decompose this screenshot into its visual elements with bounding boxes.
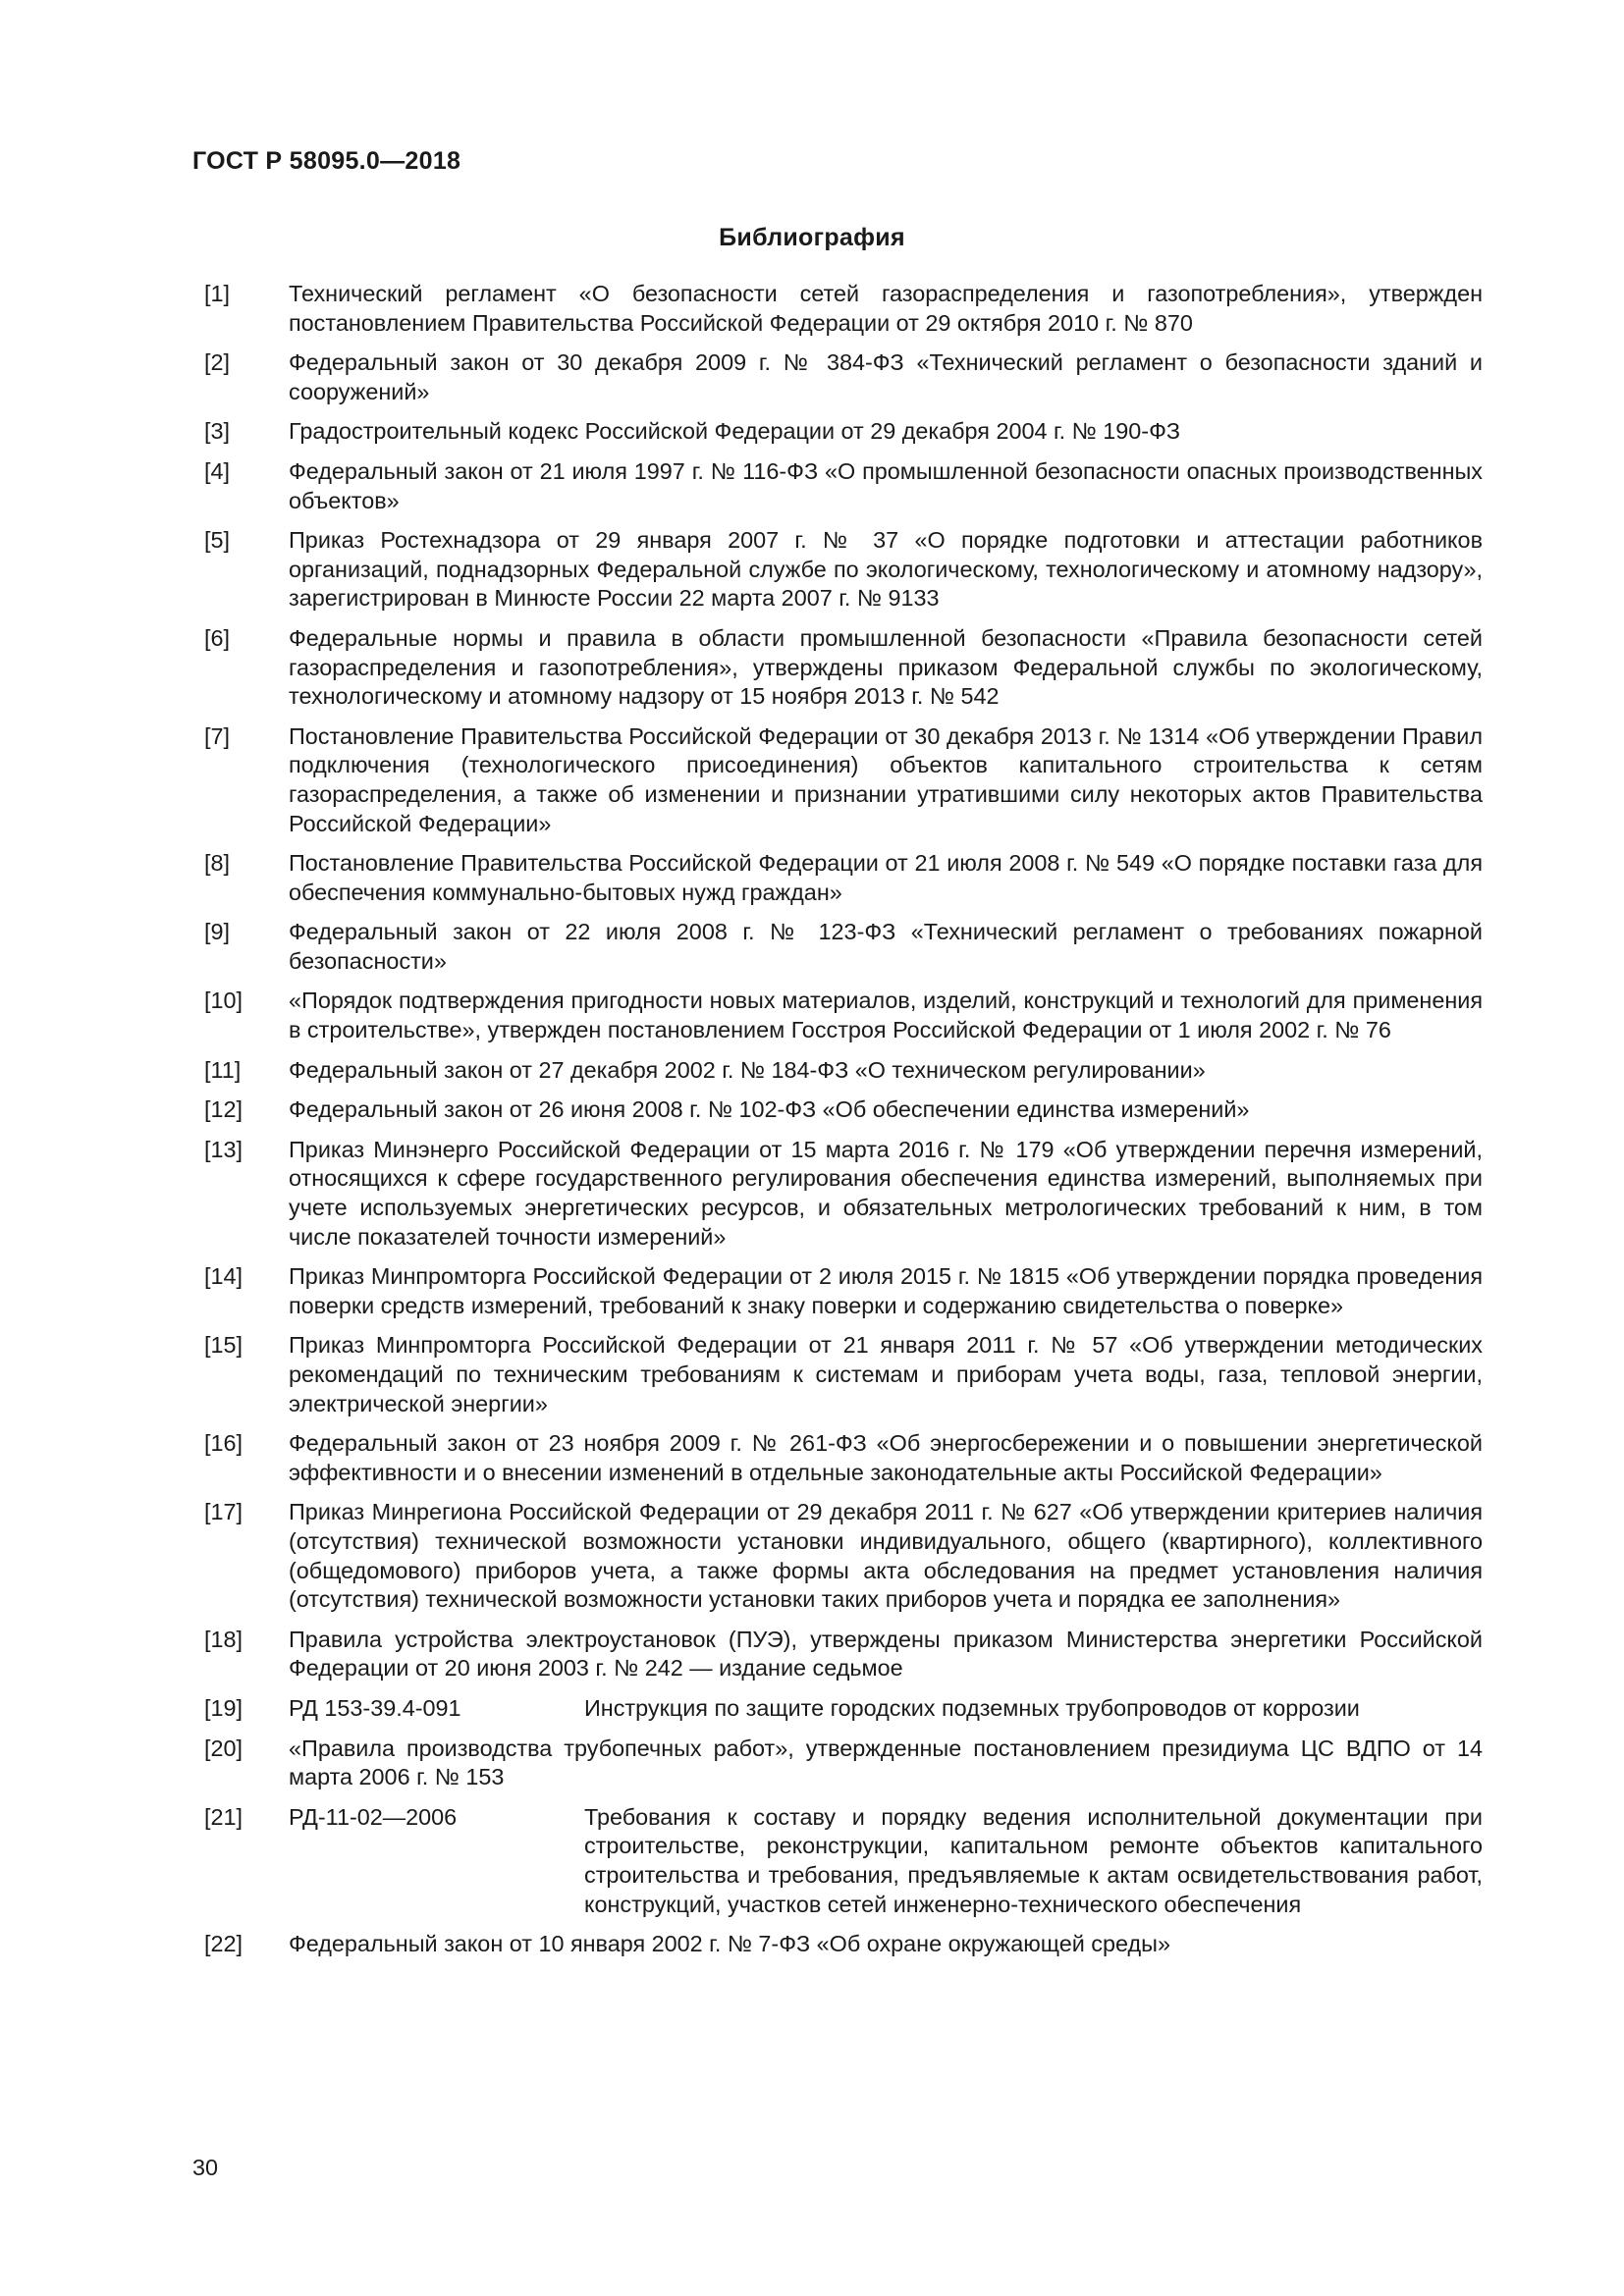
- bibliography-entry: [204, 1056, 1483, 1086]
- entry-number: [12]: [204, 1096, 244, 1123]
- entry-text: Приказ Минпромторга Российской Федерации от 21 января 2011 г. № 57 «Об утверждении методических рекомендаций по техническим требованиям к системам и приборам учета воды, газа, тепловой энергии, электрической энергии»: [289, 1332, 1483, 1416]
- document-code: ГОСТ Р 58095.0—2018: [192, 147, 461, 175]
- entry-text: Федеральный закон от 27 декабря 2002 г. № 184-ФЗ «О техническом регулировании»: [289, 1056, 1206, 1083]
- entry-text: Федеральный закон от 30 декабря 2009 г. № 384-ФЗ «Технический регламент о безопасности зданий и сооружений»: [289, 349, 1483, 404]
- bibliography-entry: [204, 1735, 1483, 1792]
- bibliography-list: [204, 280, 1483, 1970]
- entry-text: Градостроительный кодекс Российской Федерации от 29 декабря 2004 г. № 190-ФЗ: [289, 418, 1180, 445]
- entry-number: [14]: [204, 1263, 244, 1290]
- entry-text: Приказ Минпромторга Российской Федерации от 2 июля 2015 г. № 1815 «Об утверждении порядка проведения поверки средств измерений, требований к знаку поверки и содержанию свидетельства о поверке»: [289, 1263, 1483, 1318]
- entry-number: [15]: [204, 1332, 244, 1359]
- bibliography-entry: [204, 1803, 1483, 1919]
- entry-number: [19]: [204, 1694, 244, 1721]
- bibliography-entry: [204, 1262, 1483, 1320]
- entry-text: Инструкция по защите городских подземных трубопроводов от коррозии: [584, 1694, 1360, 1721]
- entry-text: Федеральный закон от 10 января 2002 г. № 7-ФЗ «Об охране окружающей среды»: [289, 1931, 1170, 1957]
- bibliography-entry: [204, 1498, 1483, 1614]
- bibliography-entry: [204, 457, 1483, 515]
- bibliography-entry: [204, 1429, 1483, 1487]
- entry-number: [20]: [204, 1735, 244, 1761]
- entry-number: [3]: [204, 418, 231, 445]
- entry-text: Постановление Правительства Российской Федерации от 30 декабря 2013 г. № 1314 «Об утверждении Правил подключения (технологического присоединения) объектов капитального строительства к сетям газораспределения, а также об изменении и признании утратившими силу некоторых актов Правительства Российской Федерации»: [289, 722, 1483, 836]
- entry-number: [9]: [204, 919, 231, 945]
- entry-number: [11]: [204, 1056, 242, 1083]
- entry-text: Постановление Правительства Российской Федерации от 21 июля 2008 г. № 549 «О порядке поставки газа для обеспечения коммунально-бытовых нужд граждан»: [289, 850, 1483, 905]
- bibliography-entry: [204, 1694, 1483, 1724]
- entry-number: [6]: [204, 624, 231, 651]
- entry-text: Требования к составу и порядку ведения исполнительной документации при строительстве, реконструкции, капитальном ремонте объектов капитального строительства и требования, предъявляемые к актам освидетельствования работ, конструкций, участков сетей инженерно-технического обеспечения: [584, 1803, 1483, 1917]
- bibliography-entry: [204, 1136, 1483, 1252]
- bibliography-entry: [204, 918, 1483, 976]
- bibliography-entry: [204, 526, 1483, 614]
- entry-text: Технический регламент «О безопасности сетей газораспределения и газопотребления», утвержден постановлением Правительства Российской Федерации от 29 октября 2010 г. № 870: [289, 281, 1483, 336]
- bibliography-entry: [204, 280, 1483, 338]
- bibliography-entry: [204, 722, 1483, 838]
- entry-text: Приказ Ростехнадзора от 29 января 2007 г. № 37 «О порядке подготовки и аттестации работников организаций, поднадзорных Федеральной службе по экологическому, технологическому и атомному надзору», зарегистрирован в Минюсте России 22 марта 2007 г. № 9133: [289, 527, 1483, 612]
- bibliography-entry: [204, 987, 1483, 1044]
- entry-number: [2]: [204, 349, 231, 376]
- bibliography-entry: [204, 417, 1483, 447]
- entry-text: Приказ Минэнерго Российской Федерации от 15 марта 2016 г. № 179 «Об утверждении перечня измерений, относящихся к сфере государственного регулирования обеспечения единства измерений, выполняемых при учете используемых энергетических ресурсов, и обязательных метрологических требований к ним, в том числе показателей точности измерений»: [289, 1136, 1483, 1250]
- entry-number: [13]: [204, 1136, 244, 1162]
- entry-number: [18]: [204, 1626, 244, 1652]
- entry-text: «Правила производства трубопечных работ», утвержденные постановлением президиума ЦС ВДПО от 14 марта 2006 г. № 153: [289, 1735, 1483, 1790]
- bibliography-entry: [204, 624, 1483, 712]
- bibliography-entry: [204, 1930, 1483, 1959]
- entry-number: [8]: [204, 850, 231, 877]
- entry-text: «Порядок подтверждения пригодности новых материалов, изделий, конструкций и технологий для применения в строительстве», утвержден постановлением Госстроя Российской Федерации от 1 июля 2002 г. № 76: [289, 988, 1483, 1043]
- entry-number: [21]: [204, 1803, 244, 1830]
- bibliography-entry: [204, 1095, 1483, 1125]
- entry-number: [5]: [204, 527, 231, 554]
- bibliography-entry: [204, 1626, 1483, 1683]
- bibliography-entry: [204, 348, 1483, 406]
- entry-number: [4]: [204, 457, 231, 484]
- entry-number: [17]: [204, 1499, 244, 1525]
- entry-text: Федеральный закон от 26 июня 2008 г. № 102-ФЗ «Об обеспечении единства измерений»: [289, 1096, 1250, 1123]
- entry-code: РД 153-39.4-091: [289, 1694, 461, 1721]
- entry-text: Приказ Минрегиона Российской Федерации от 29 декабря 2011 г. № 627 «Об утверждении критериев наличия (отсутствия) технической возможности установки индивидуального, общего (квартирного), коллективного (общедомового) приборов учета, а также формы акта обследования на предмет установления наличия (отсутствия) технической возможности установки таких приборов учета и порядка ее заполнения»: [289, 1499, 1483, 1613]
- page-number: 30: [192, 2155, 219, 2180]
- entry-number: [16]: [204, 1430, 244, 1457]
- entry-number: [22]: [204, 1931, 244, 1957]
- entry-text: Правила устройства электроустановок (ПУЭ), утверждены приказом Министерства энергетики Российской Федерации от 20 июня 2003 г. № 242 — издание седьмое: [289, 1626, 1483, 1682]
- bibliography-title: Библиография: [719, 224, 905, 251]
- entry-text: Федеральный закон от 22 июля 2008 г. № 123-ФЗ «Технический регламент о требованиях пожарной безопасности»: [289, 919, 1483, 974]
- entry-number: [1]: [204, 281, 231, 306]
- entry-body: [289, 1694, 1483, 1724]
- entry-text: Федеральный закон от 23 ноября 2009 г. № 261-ФЗ «Об энергосбережении и о повышении энергетической эффективности и о внесении изменений в отдельные законодательные акты Российской Федерации»: [289, 1430, 1483, 1485]
- entry-number: [10]: [204, 988, 244, 1014]
- entry-number: [7]: [204, 722, 231, 749]
- entry-text: Федеральные нормы и правила в области промышленной безопасности «Правила безопасности сетей газораспределения и газопотребления», утверждены приказом Федеральной службы по экологическому, технологическому и атомному надзору от 15 ноября 2013 г. № 542: [289, 624, 1483, 710]
- bibliography-entry: [204, 1331, 1483, 1418]
- entry-code: РД-11-02—2006: [289, 1803, 458, 1830]
- entry-text: Федеральный закон от 21 июля 1997 г. № 116-ФЗ «О промышленной безопасности опасных производственных объектов»: [289, 457, 1483, 513]
- entry-body: [289, 1803, 1483, 1919]
- bibliography-entry: [204, 849, 1483, 907]
